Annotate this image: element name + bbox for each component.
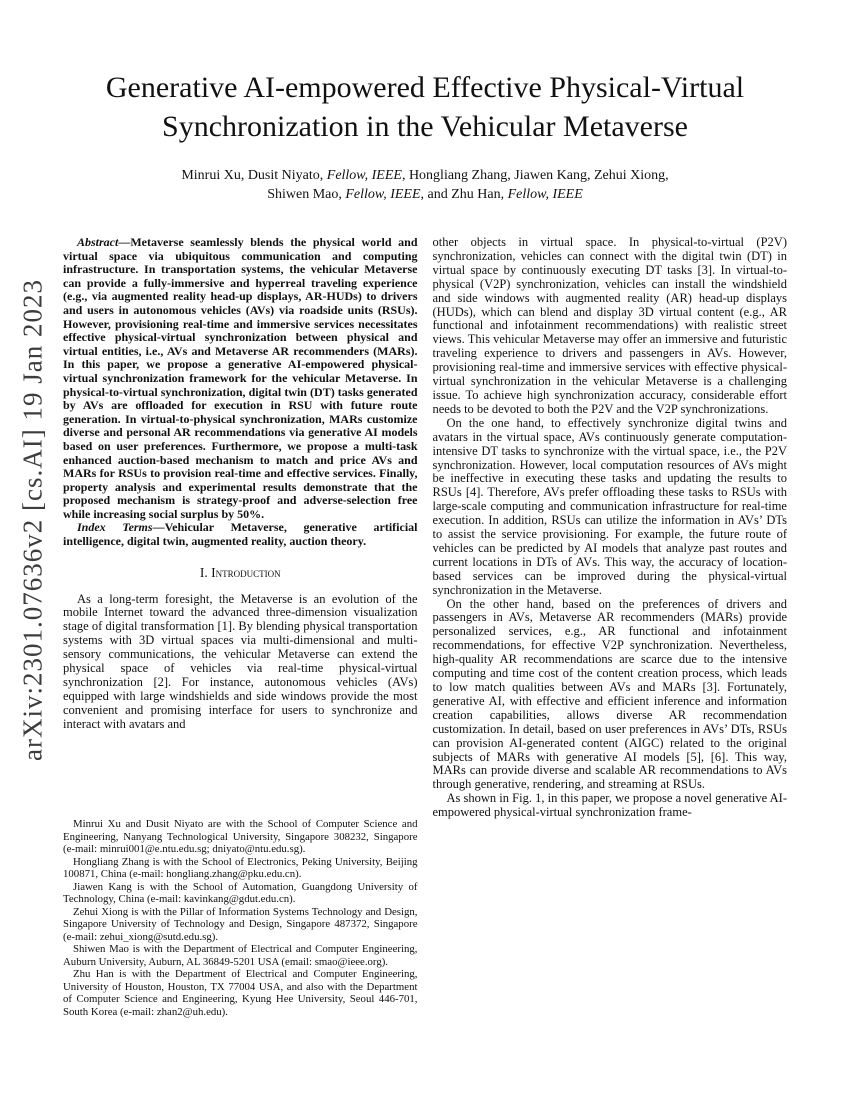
body-paragraph: As shown in Fig. 1, in this paper, we propose a novel generative AI-empowered physical-virtual synchronization frame-	[432, 791, 787, 820]
body-paragraph: On the other hand, based on the preferences of drivers and passengers in AVs, Metaverse AR recommenders (MARs) provide personalized services, e.g., AR functional and infotainment recommendations, for effective V2P synchronization. Nevertheless, high-quality AR recommendations are scarce due to the intensive computing and time cost of the content creation process, which leads to low match qualities between AVs and MARs [3]. Fortunately, generative AI, with effective and efficient inference and information creation capabilities, allows diverse AR recommendation customization. In detail, based on user preferences in AVs’ DTs, RSUs can provision AI-generated content (AIGC) related to the original subjects of MARs with generative AI models [5], [6]. This way, MARs can provide diverse and scalable AR recommendations to AVs through generative, rendering, and streaming at RSUs.	[432, 596, 787, 792]
intro-paragraph: As a long-term foresight, the Metaverse is an evolution of the mobile Internet toward the advanced three-dimension visualization stage of digital transformation [1]. By blending physical transportation systems with 3D virtual spaces via multi-dimensional and multi-sensory communications, the vehicular Metaverse can extend the physical space of vehicles via real-time physical-virtual synchronization [2]. For instance, autonomous vehicles (AVs) equipped with large windshields and side windows provide the most convenient and promising interface for users to synchronize and interact with avatars and	[63, 591, 418, 731]
index-terms	[63, 521, 418, 548]
footnote: Zehui Xiong is with the Pillar of Information Systems Technology and Design, Singapore University of Technology and Design, Singapore 487372, Singapore (e-mail: zehui_xiong@sutd.edu.sg).	[63, 905, 418, 943]
index-terms-label: Index Terms	[77, 520, 153, 535]
author-list	[0, 166, 850, 204]
body-paragraph: other objects in virtual space. In physical-to-virtual (P2V) synchronization, vehicles can connect with the digital twin (DT) in virtual space by continuously executing DT tasks [3]. In virtual-to-physical (V2P) synchronization, vehicles can install the windshield and side windows with augmented reality (AR) head-up displays (HUDs), which can blend and display 3D virtual content (e.g., AR functional and infotainment recommendations) with realistic street views. This vehicular Metaverse may offer an immersive and futuristic traveling experience to drivers and passengers in AVs. However, provisioning real-time and immersive services with effective physical-virtual synchronization in the vehicular Metaverse is a challenging issue. To achieve high synchronization accuracy, considerable effort needs to be devoted to both the P2V and the V2P synchronizations.	[432, 236, 787, 416]
author-title-fellow: Fellow, IEEE	[345, 187, 421, 202]
abstract-text: —Metaverse seamlessly blends the physical world and virtual space via ubiquitous communication and computing infrastructure. In transportation systems, the vehicular Metaverse can provide a fully-immersive and hyperreal traveling experience (e.g., via augmented reality head-up displays, AR-HUDs) to drivers and users in autonomous vehicles (AVs) via roadside units (RSUs). However, provisioning real-time and immersive services necessitates effective physical-virtual synchronization between physical and virtual entities, i.e., AVs and Metaverse AR recommenders (MARs). In this paper, we propose a generative AI-empowered physical-virtual synchronization framework for the vehicular Metaverse. In physical-to-virtual synchronization, digital twin (DT) tasks generated by AVs are offloaded for execution in RSU with future route generation. In virtual-to-physical synchronization, MARs customize diverse and personal AR recommendations via generative AI models based on user preferences. Furthermore, we propose a multi-task enhanced auction-based mechanism to match and price AVs and MARs for RSUs to provision real-time and effective services. Finally, property analysis and experimental results demonstrate that the proposed mechanism is strategy-proof and adverse-selection free while increasing social surplus by 50%.	[63, 236, 418, 521]
footnote: Hongliang Zhang is with the School of Electronics, Peking University, Beijing 100871, China (e-mail: hongliang.zhang@pku.edu.cn).	[63, 855, 418, 880]
column-right	[433, 236, 788, 1018]
footnote: Jiawen Kang is with the School of Automation, Guangdong University of Technology, China (e-mail: kavinkang@gdut.edu.cn).	[63, 880, 418, 905]
body-paragraph: On the one hand, to effectively synchronize digital twins and avatars in the virtual space, AVs continuously generate computation-intensive DT tasks to synchronize with the virtual space, i.e., the P2V synchronization. However, local computation resources of AVs might be ineffective in executing these tasks and updating the results to RSUs [4]. Therefore, AVs prefer offloading these tasks to RSUs with large-scale computing and communication infrastructure for real-time execution. In addition, RSUs can utilize the information in AVs’ DTs to assist the service provisioning. For example, the future route of vehicles can be predicted by AI models that analyze past routes and current locations in DTs of AVs. This way, the accuracy of location-based services can be improved during the physical-virtual synchronization in the Metaverse.	[432, 415, 787, 597]
abstract-paragraph	[63, 236, 418, 521]
author-line-1	[0, 166, 850, 185]
author-names: Shiwen Mao,	[267, 187, 346, 202]
author-names: Minrui Xu, Dusit Niyato,	[181, 168, 327, 183]
footnote: Zhu Han is with the Department of Electrical and Computer Engineering, University of Houston, Houston, TX 77004 USA, and also with the Department of Computer Science and Engineering, Kyung Hee University, Seoul 446-701, South Korea (e-mail: zhan2@uh.edu).	[63, 968, 418, 1018]
author-title-fellow: Fellow, IEEE	[326, 168, 402, 183]
two-column-body	[0, 236, 850, 1018]
abstract-label: Abstract	[77, 236, 119, 249]
column-left	[63, 236, 418, 1018]
author-title-fellow: Fellow, IEEE	[507, 187, 583, 202]
footnote: Shiwen Mao is with the Department of Electrical and Computer Engineering, Auburn University, Auburn, AL 36849-5201 USA (email: smao@ieee.org).	[63, 943, 418, 968]
arxiv-watermark: arXiv:2301.07636v2 [cs.AI] 19 Jan 2023	[17, 279, 48, 761]
author-affiliation-footnotes	[63, 818, 418, 1018]
paper-title-line-2: Synchronization in the Vehicular Metaverse	[162, 110, 688, 143]
section-heading-introduction: I. Introduction	[199, 564, 281, 580]
author-names: , and Zhu Han,	[420, 187, 508, 202]
author-line-2	[0, 185, 850, 204]
paper-title	[0, 68, 850, 146]
paper-title-line-1: Generative AI-empowered Effective Physical-Virtual	[105, 71, 745, 104]
index-terms-text: —Vehicular Metaverse, generative artificial intelligence, digital twin, augmented reality, auction theory.	[63, 520, 418, 549]
footnote: Minrui Xu and Dusit Niyato are with the School of Computer Science and Engineering, Nanyang Technological University, Singapore 308232, Singapore (e-mail: minrui001@e.ntu.edu.sg; dniyato@ntu.edu.sg).	[63, 818, 418, 855]
author-names: , Hongliang Zhang, Jiawen Kang, Zehui Xiong,	[401, 168, 669, 183]
